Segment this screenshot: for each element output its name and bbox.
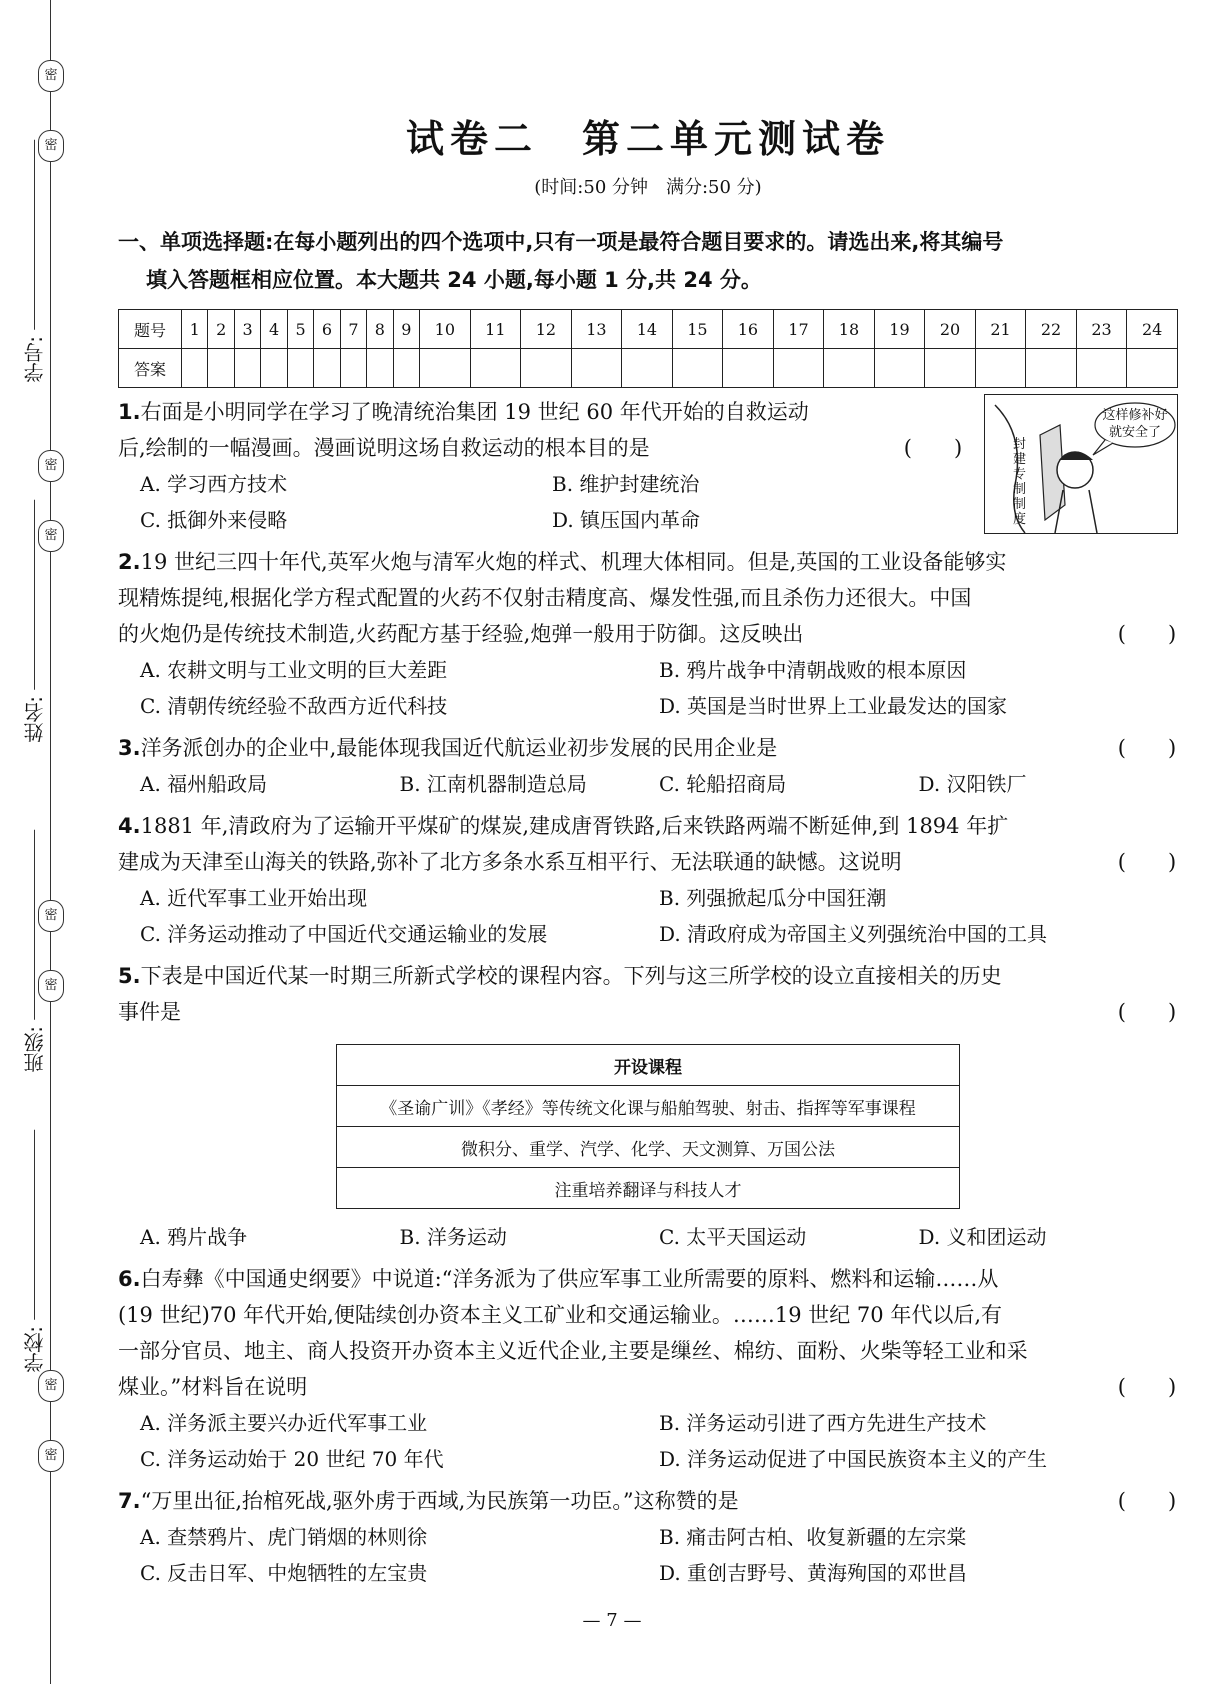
option-c: C. 清朝传统经验不敌西方近代科技	[140, 694, 448, 718]
seal-mark: 密	[38, 130, 64, 162]
question-number-cell: 1	[182, 310, 208, 349]
question-stem-line: “万里出征,抬棺死战,驱外虏于西域,为民族第一功臣。”这称赞的是	[140, 1489, 739, 1513]
option-a: A. 查禁鸦片、虎门销烟的林则徐	[140, 1525, 428, 1549]
question-stem-line: 下表是中国近代某一时期三所新式学校的课程内容。下列与这三所学校的设立直接相关的历史	[140, 964, 1002, 988]
exam-page	[118, 0, 1178, 1591]
answer-cell[interactable]	[393, 349, 419, 388]
question-7	[118, 1483, 1178, 1519]
question-stem-line: 19 世纪三四十年代,英军火炮与清军火炮的样式、机理大体相同。但是,英国的工业设备能够实	[140, 550, 1007, 574]
question-number-cell: 7	[340, 310, 366, 349]
option-d: D. 义和团运动	[918, 1225, 1047, 1249]
option-c: C. 洋务运动始于 20 世纪 70 年代	[140, 1447, 444, 1471]
option-a: A. 农耕文明与工业文明的巨大差距	[140, 658, 448, 682]
seal-mark: 密	[38, 900, 64, 932]
answer-cell[interactable]	[287, 349, 313, 388]
question-stem-line: 煤业。”材料旨在说明	[118, 1375, 308, 1399]
question-number-cell: 3	[234, 310, 260, 349]
question-options	[118, 1405, 1178, 1477]
answer-cell[interactable]	[672, 349, 723, 388]
answer-cell[interactable]	[925, 349, 976, 388]
answer-cell[interactable]	[234, 349, 260, 388]
binding-line	[50, 0, 51, 1684]
answer-table-header: 答案	[119, 349, 182, 388]
seal-mark: 密	[38, 520, 64, 552]
answer-cell[interactable]	[470, 349, 521, 388]
question-stem-line: 的火炮仍是传统技术制造,火药配方基于经验,炮弹一般用于防御。这反映出	[118, 622, 804, 646]
answer-cell[interactable]	[420, 349, 471, 388]
option-a: A. 近代军事工业开始出现	[140, 886, 368, 910]
option-b: B. 维护封建统治	[552, 472, 700, 496]
course-table-header: 开设课程	[337, 1045, 960, 1086]
option-d: D. 洋务运动促进了中国民族资本主义的产生	[659, 1447, 1048, 1471]
page-number: — 7 —	[582, 1610, 642, 1631]
answer-cell[interactable]	[1076, 349, 1127, 388]
question-number-cell: 22	[1026, 310, 1077, 349]
question-number-cell: 15	[672, 310, 723, 349]
cartoon-speech-bubble: 这样修补好就安全了	[1102, 408, 1168, 440]
answer-cell[interactable]	[182, 349, 208, 388]
page-subtitle: (时间:50 分钟 满分:50 分)	[534, 177, 762, 198]
course-table-row: 《圣谕广训》《孝经》等传统文化课与船舶驾驶、射击、指挥等军事课程	[337, 1086, 960, 1127]
answer-cell[interactable]	[773, 349, 824, 388]
question-number-cell: 2	[208, 310, 234, 349]
question-number-cell: 5	[287, 310, 313, 349]
answer-cell[interactable]	[340, 349, 366, 388]
answer-cell[interactable]	[571, 349, 622, 388]
page-title: 试卷二 第二单元测试卷	[405, 117, 890, 161]
student-id-field[interactable]: 学号:	[20, 140, 49, 383]
answer-cell[interactable]	[975, 349, 1026, 388]
option-b: B. 鸦片战争中清朝战败的根本原因	[659, 658, 967, 682]
question-stem-line: 现精炼提纯,根据化学方程式配置的火药不仅射击精度高、爆发性强,而且杀伤力还很大。中国	[118, 586, 972, 610]
question-2	[118, 544, 1178, 652]
instruction-line: 一、单项选择题:在每小题列出的四个选项中,只有一项是最符合题目要求的。请选出来,将其编号	[118, 230, 1004, 254]
instruction-line: 填入答题框相应位置。本大题共 24 小题,每小题 1 分,共 24 分。	[146, 268, 762, 292]
question-number: 7.	[118, 1489, 141, 1513]
cartoon-label: 封建专制制度	[1013, 437, 1027, 527]
option-b: B. 列强掀起瓜分中国狂潮	[659, 886, 887, 910]
answer-table	[118, 309, 1178, 388]
question-number-cell: 14	[622, 310, 673, 349]
option-a: A. 学习西方技术	[140, 472, 288, 496]
question-options	[118, 1219, 1178, 1255]
binding-margin	[0, 0, 80, 1684]
question-number-cell: 23	[1076, 310, 1127, 349]
section-instructions	[118, 223, 1178, 299]
answer-bracket: ( )	[903, 436, 963, 460]
question-stem-line: 右面是小明同学在学习了晚清统治集团 19 世纪 60 年代开始的自救运动	[140, 400, 809, 424]
question-number-cell: 9	[393, 310, 419, 349]
option-a: A. 福州船政局	[140, 772, 268, 796]
question-number: 3.	[118, 736, 141, 760]
question-1	[118, 388, 1178, 538]
question-number-cell: 21	[975, 310, 1026, 349]
course-table-row: 微积分、重学、汽学、化学、天文测算、万国公法	[337, 1127, 960, 1168]
question-number-cell: 10	[420, 310, 471, 349]
question-number-cell: 19	[874, 310, 925, 349]
answer-cell[interactable]	[208, 349, 234, 388]
answer-bracket: ( )	[1117, 1000, 1177, 1024]
question-3	[118, 730, 1178, 766]
option-d: D. 镇压国内革命	[552, 508, 701, 532]
question-number: 2.	[118, 550, 141, 574]
question-options	[118, 1519, 1178, 1591]
school-field[interactable]: 学校:	[20, 1130, 49, 1373]
seal-mark: 密	[38, 450, 64, 482]
question-stem-line: 事件是	[118, 1000, 181, 1024]
answer-bracket: ( )	[1117, 736, 1177, 760]
option-a: A. 洋务派主要兴办近代军事工业	[140, 1411, 428, 1435]
seal-mark: 密	[38, 1440, 64, 1472]
question-stem-line: 建成为天津至山海关的铁路,弥补了北方多条水系互相平行、无法联通的缺憾。这说明	[118, 850, 902, 874]
answer-bracket: ( )	[1117, 850, 1177, 874]
question-number-cell: 18	[824, 310, 875, 349]
option-c: C. 洋务运动推动了中国近代交通运输业的发展	[140, 922, 548, 946]
question-options	[118, 466, 964, 538]
answer-cell[interactable]	[824, 349, 875, 388]
answer-bracket: ( )	[1117, 622, 1177, 646]
question-number-cell: 8	[367, 310, 393, 349]
question-options	[118, 652, 1178, 724]
option-b: B. 洋务运动引进了西方先进生产技术	[659, 1411, 987, 1435]
option-c: C. 反击日军、中炮牺牲的左宝贵	[140, 1561, 428, 1585]
question-6	[118, 1261, 1178, 1405]
question-number-cell: 6	[314, 310, 340, 349]
cartoon-image	[984, 394, 1178, 534]
option-c: C. 太平天国运动	[659, 1225, 807, 1249]
answer-cell[interactable]	[521, 349, 572, 388]
option-c: C. 轮船招商局	[659, 772, 787, 796]
answer-cell[interactable]	[367, 349, 393, 388]
question-number-cell: 20	[925, 310, 976, 349]
question-stem-line: 白寿彝《中国通史纲要》中说道:“洋务派为了供应军事工业所需要的原料、燃料和运输……从	[140, 1267, 999, 1291]
answer-cell[interactable]	[1026, 349, 1077, 388]
seal-mark: 密	[38, 1370, 64, 1402]
question-stem-line: 洋务派创办的企业中,最能体现我国近代航运业初步发展的民用企业是	[140, 736, 778, 760]
name-field[interactable]: 姓名:	[20, 500, 49, 743]
question-stem-line: (19 世纪)70 年代开始,便陆续创办资本主义工矿业和交通运输业。……19 世纪 70 年代以后,有	[118, 1303, 1002, 1327]
seal-mark: 密	[38, 60, 64, 92]
question-number-cell: 12	[521, 310, 572, 349]
answer-cell[interactable]	[723, 349, 774, 388]
question-number: 1.	[118, 400, 141, 424]
option-d: D. 汉阳铁厂	[918, 772, 1027, 796]
option-d: D. 重创吉野号、黄海殉国的邓世昌	[659, 1561, 968, 1585]
class-field[interactable]: 班级:	[20, 830, 49, 1073]
option-b: B. 江南机器制造总局	[399, 772, 587, 796]
question-number: 4.	[118, 814, 141, 838]
question-number-cell: 16	[723, 310, 774, 349]
answer-cell[interactable]	[261, 349, 287, 388]
answer-cell[interactable]	[622, 349, 673, 388]
seal-mark: 密	[38, 970, 64, 1002]
option-b: B. 痛击阿古柏、收复新疆的左宗棠	[659, 1525, 967, 1549]
question-stem-line: 一部分官员、地主、商人投资开办资本主义近代企业,主要是缫丝、棉纺、面粉、火柴等轻工业和采	[118, 1339, 1028, 1363]
question-options	[118, 766, 1178, 802]
question-number-cell: 13	[571, 310, 622, 349]
option-c: C. 抵御外来侵略	[140, 508, 288, 532]
question-5	[118, 958, 1178, 1030]
option-b: B. 洋务运动	[399, 1225, 507, 1249]
question-number-cell: 24	[1127, 310, 1178, 349]
question-stem-line: 后,绘制的一幅漫画。漫画说明这场自救运动的根本目的是	[118, 436, 650, 460]
answer-bracket: ( )	[1117, 1489, 1177, 1513]
question-number: 5.	[118, 964, 141, 988]
question-stem-line: 1881 年,清政府为了运输开平煤矿的煤炭,建成唐胥铁路,后来铁路两端不断延伸,到 1894 年扩	[140, 814, 1009, 838]
course-table-row: 注重培养翻译与科技人才	[337, 1168, 960, 1209]
question-number-cell: 11	[470, 310, 521, 349]
answer-table-header: 题号	[119, 310, 182, 349]
answer-cell[interactable]	[874, 349, 925, 388]
question-4	[118, 808, 1178, 880]
question-number-cell: 4	[261, 310, 287, 349]
question-number: 6.	[118, 1267, 141, 1291]
answer-cell[interactable]	[314, 349, 340, 388]
answer-table-number-row	[119, 310, 1178, 349]
answer-bracket: ( )	[1117, 1375, 1177, 1399]
option-d: D. 英国是当时世界上工业最发达的国家	[659, 694, 1008, 718]
question-options	[118, 880, 1178, 952]
answer-table-answer-row	[119, 349, 1178, 388]
option-a: A. 鸦片战争	[140, 1225, 248, 1249]
answer-cell[interactable]	[1127, 349, 1178, 388]
course-table	[336, 1044, 960, 1209]
option-d: D. 清政府成为帝国主义列强统治中国的工具	[659, 922, 1048, 946]
question-number-cell: 17	[773, 310, 824, 349]
